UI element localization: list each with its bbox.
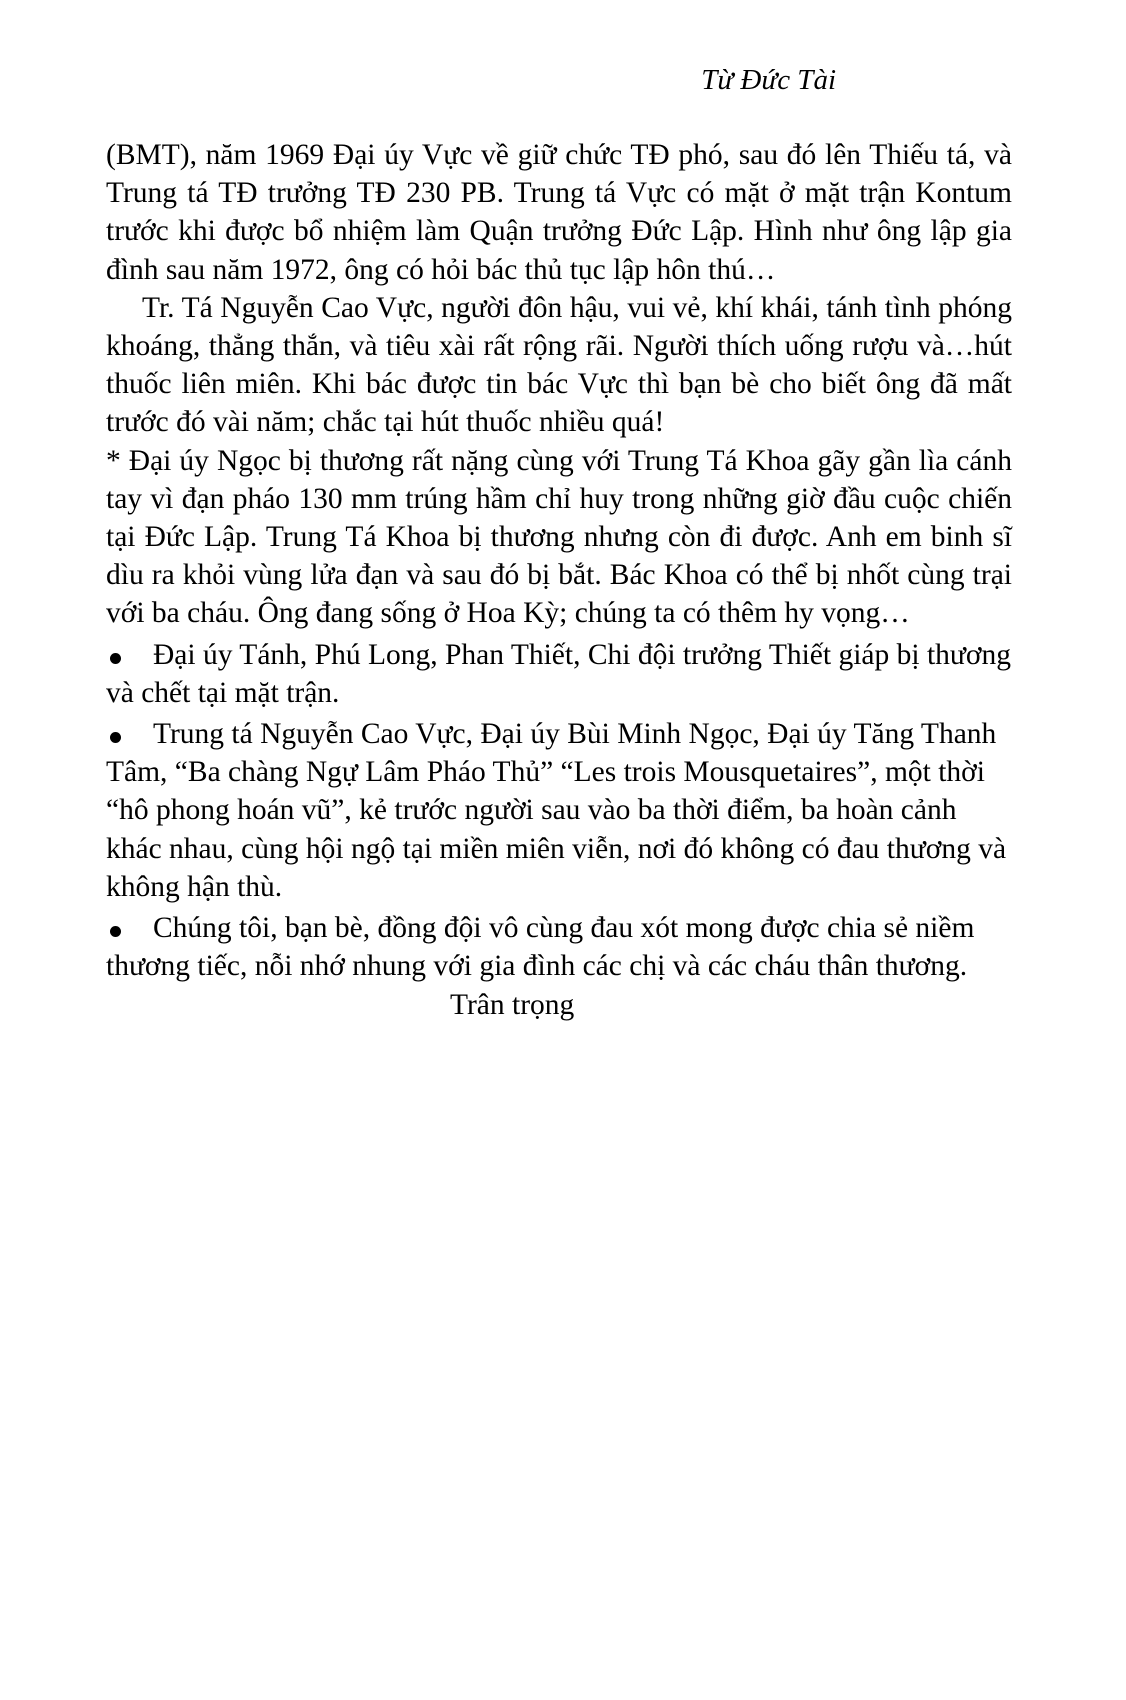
- bullet-item: [106, 715, 1012, 906]
- bullet-text: Đại úy Tánh, Phú Long, Phan Thiết, Chi đội trưởng Thiết giáp bị thương và chết tại mặt trận.: [106, 638, 1011, 709]
- paragraph-continuation: (BMT), năm 1969 Đại úy Vực về giữ chức TĐ phó, sau đó lên Thiếu tá, và Trung tá TĐ trưởng TĐ 230 PB. Trung tá Vực có mặt ở mặt trận Kontum trước khi được bổ nhiệm làm Quận trưởng Đức Lập. Hình như ông lập gia đình sau năm 1972, ông có hỏi bác thủ tục lập hôn thú…: [106, 139, 1012, 286]
- running-header-author: Từ Đức Tài: [701, 64, 836, 96]
- paragraph-nguyen-cao-vuc: Tr. Tá Nguyễn Cao Vực, người đôn hậu, vui vẻ, khí khái, tánh tình phóng khoáng, thẳng thắn, và tiêu xài rất rộng rãi. Người thích uống rượu và…hút thuốc liên miên. Khi bác được tin bác Vực thì bạn bè cho biết ông đã mất trước đó vài năm; chắc tại hút thuốc nhiều quá!: [106, 291, 1012, 439]
- paragraph-asterisk-note: * Đại úy Ngọc bị thương rất nặng cùng với Trung Tá Khoa gãy gần lìa cánh tay vì đạn pháo 130 mm trúng hầm chỉ huy trong những giờ đầu cuộc chiến tại Đức Lập. Trung Tá Khoa bị thương nhưng còn đi được. Anh em binh sĩ dìu ra khỏi vùng lửa đạn và sau đó bị bắt. Bác Khoa có thể bị nhốt cùng trại với ba cháu. Ông đang sống ở Hoa Kỳ; chúng ta có thêm hy vọng…: [106, 444, 1012, 630]
- bullet-text: Chúng tôi, bạn bè, đồng đội vô cùng đau xót mong được chia sẻ niềm thương tiếc, nỗi nhớ nhung với gia đình các chị và các cháu thân thương.: [106, 912, 975, 983]
- bullet-text: Trung tá Nguyễn Cao Vực, Đại úy Bùi Minh Ngọc, Đại úy Tăng Thanh Tâm, “Ba chàng Ngự Lâm Pháo Thủ” “Les trois Mousquetaires”, một thời “hô phong hoán vũ”, kẻ trước người sau vào ba thời điểm, ba hoàn cảnh khác nhau, cùng hội ngộ tại miền miên viễn, nơi đó không có đau thương và không hận thù.: [106, 718, 1007, 903]
- bullet-list: [106, 636, 1012, 986]
- page-body: [106, 136, 1012, 1025]
- bullet-item: [106, 636, 1012, 712]
- closing-salutation: Trân trọng: [450, 989, 575, 1022]
- bullet-dot-icon: [110, 732, 121, 743]
- bullet-dot-icon: [110, 926, 121, 937]
- bullet-item: [106, 909, 1012, 985]
- bullet-dot-icon: [110, 653, 121, 664]
